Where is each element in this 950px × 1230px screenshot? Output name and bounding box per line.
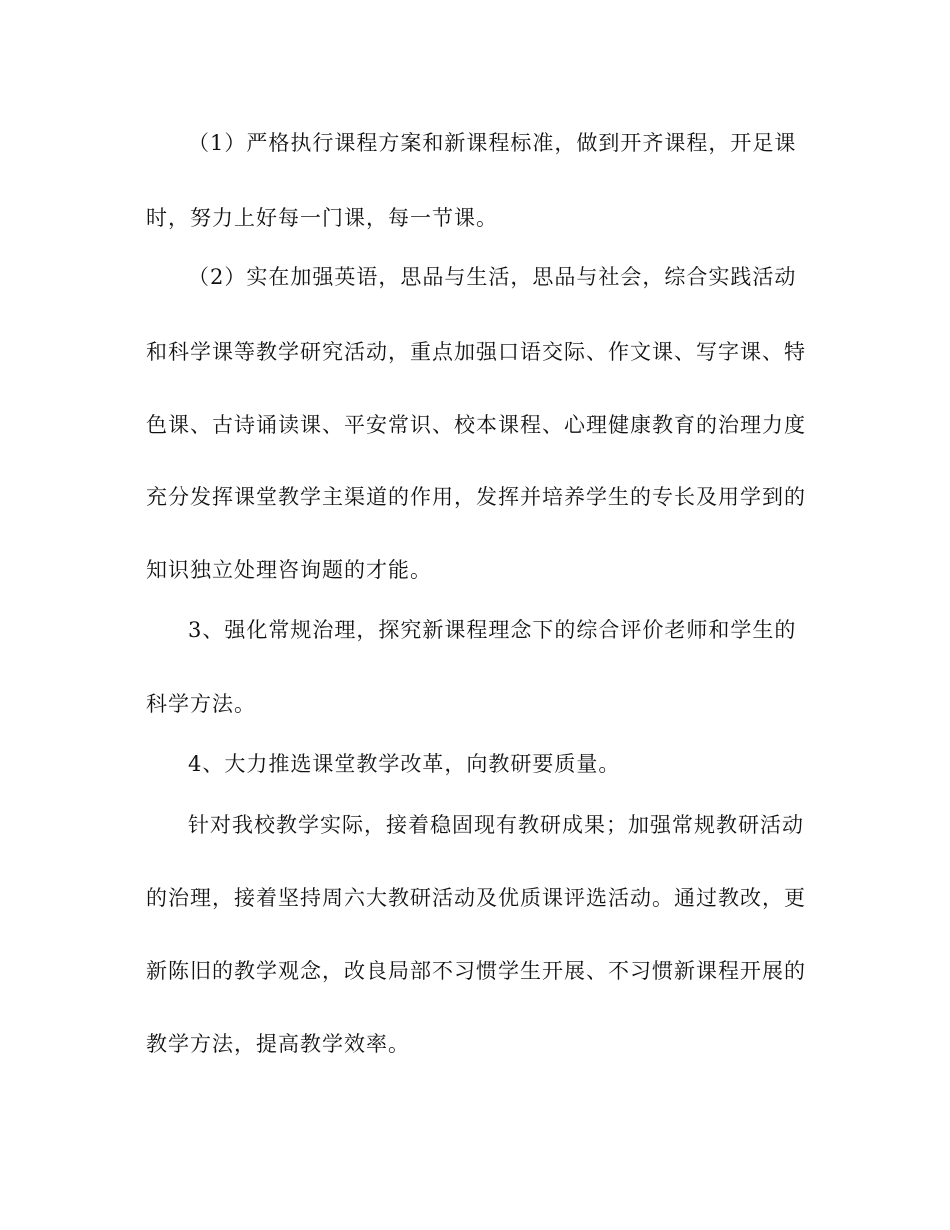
paragraph-line: 针对我校教学实际，接着稳固现有教研成果；加强常规教研活动	[188, 813, 804, 837]
paragraph-line: 和科学课等教学研究活动，重点加强口语交际、作文课、写字课、特	[146, 340, 806, 364]
paragraph-line: （2）实在加强英语，思品与生活，思品与社会，综合实践活动	[188, 265, 797, 289]
paragraph-line: 教学方法，提高教学效率。	[146, 1032, 410, 1056]
paragraph-line: 4、大力推选课堂教学改革，向教研要质量。	[188, 752, 621, 776]
paragraph-line: 的治理，接着坚持周六大教研活动及优质课评选活动。通过教改，更	[146, 886, 806, 910]
paragraph-line: 知识独立处理咨询题的才能。	[146, 558, 432, 582]
paragraph-line: 时，努力上好每一门课，每一节课。	[146, 206, 498, 230]
paragraph-line: 充分发挥课堂教学主渠道的作用，发挥并培养学生的专长及用学到的	[146, 485, 806, 509]
paragraph-line: 色课、古诗诵读课、平安常识、校本课程、心理健康教育的治理力度	[146, 413, 806, 437]
paragraph-line: 科学方法。	[146, 692, 256, 716]
paragraph-line: 3、强化常规治理，探究新课程理念下的综合评价老师和学生的	[188, 618, 797, 642]
paragraph-line: （1）严格执行课程方案和新课程标准，做到开齐课程，开足课	[188, 131, 797, 155]
paragraph-line: 新陈旧的教学观念，改良局部不习惯学生开展、不习惯新课程开展的	[146, 959, 806, 983]
